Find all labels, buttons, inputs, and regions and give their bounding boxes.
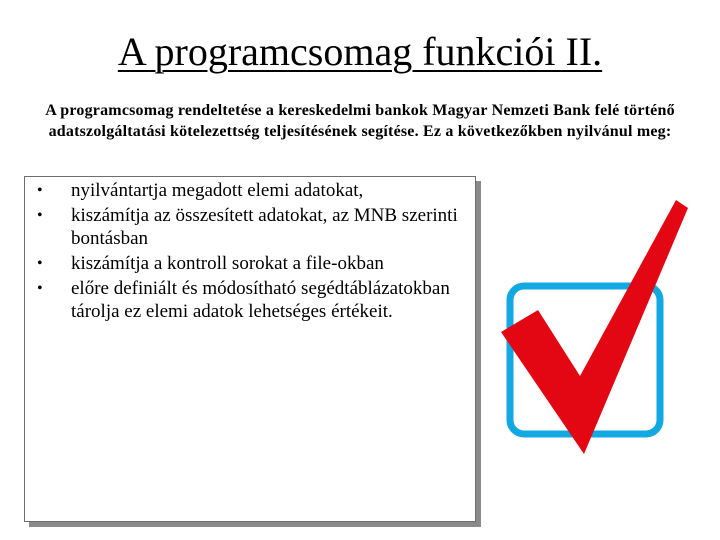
bullet-item (33, 204, 465, 250)
bullet-text: nyilvántartja megadott elemi adatokat, (71, 180, 364, 201)
bullet-dot-icon: • (37, 207, 43, 224)
bullet-dot-icon: • (37, 182, 43, 199)
checked-checkbox-icon (498, 196, 694, 466)
intro-paragraph: A programcsomag rendeltetése a kereskedelmi bankok Magyar Nemzeti Bank felé történő adatszolgáltatási kötelezettség teljesítésének segítése. Ez a következőkben nyilvánul meg: (45, 102, 675, 140)
content-box (24, 176, 476, 522)
slide-title (0, 28, 720, 76)
bullet-item (33, 277, 465, 323)
bullet-dot-icon: • (37, 280, 43, 297)
bullet-item (33, 179, 465, 202)
bullet-text: előre definiált és módosítható segédtáblázatokban tárolja ez elemi adatok lehetséges értékeit. (71, 278, 450, 322)
slide-title-text: A programcsomag funkciói II. (117, 29, 603, 74)
bullet-text: kiszámítja a kontroll sorokat a file-okban (71, 253, 384, 274)
bullet-list (33, 179, 465, 325)
bullet-item (33, 252, 465, 275)
bullet-dot-icon: • (37, 255, 43, 272)
bullet-text: kiszámítja az összesített adatokat, az MNB szerinti bontásban (71, 205, 458, 249)
